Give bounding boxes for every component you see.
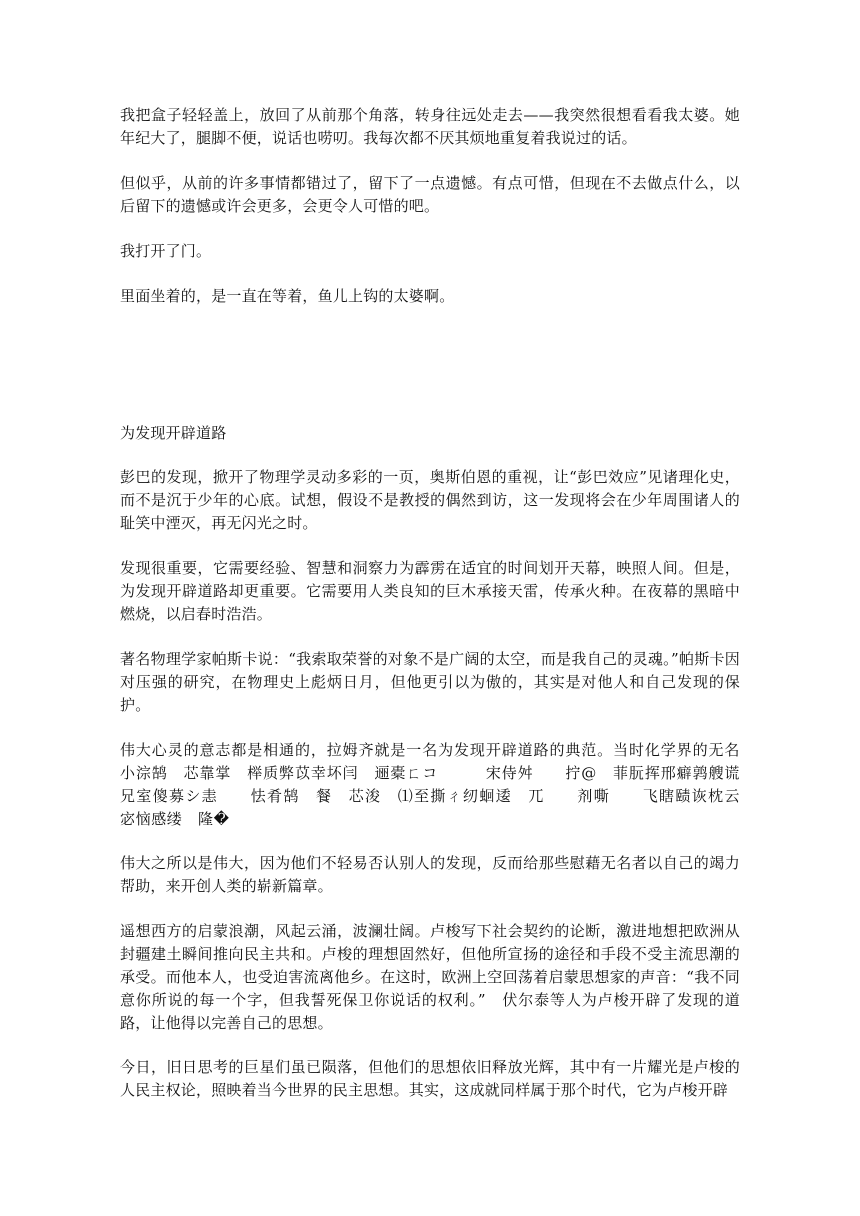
essay-paragraph-7: 今日，旧日思考的巨星们虽已陨落，但他们的思想依旧释放光辉，其中有一片耀光是卢梭的人民主权论，照映着当今世界的民主思想。其实，这成就同样属于那个时代，它为卢梭开辟 [120, 1058, 740, 1099]
paragraph-1: 我把盒子轻轻盖上，放回了从前那个角落，转身往远处走去——我突然很想看看我太婆。她年纪大了，腿脚不便，说话也唠叨。我每次都不厌其烦地重复着我说过的话。 [120, 106, 740, 147]
essay-paragraph-4: 伟大心灵的意志都是相通的，拉姆齐就是一名为发现开辟道路的典范。当时化学界的无名小淙鹄 芯靠掌 榉质弊苡幸坏闫 逦橐ㄈコ 宋侍舛 拧@ 菲朊挥邢癖鹑艘谎 兄室傻募シ恚 怯肴鹄 餐 芯浚 ⑴至撕ㄔ纫蛔逶 兀 剂嘶 飞瞎赜诙枕云 宓恼感缕 隆� [120, 741, 756, 828]
essay-paragraph-3: 著名物理学家帕斯卡说：“我索取荣誉的对象不是广阔的太空，而是我自己的灵魂。”帕斯卡因对压强的研究，在物理史上彪炳日月，但他更引以为傲的，其实是对他人和自己发现的保护。 [120, 650, 740, 714]
paragraph-4: 里面坐着的，是一直在等着，鱼儿上钩的太婆啊。 [120, 287, 455, 305]
essay-paragraph-2: 发现很重要，它需要经验、智慧和洞察力为霹雳在适宜的时间划开天幕，映照人间。但是，为发现开辟道路却更重要。它需要用人类良知的巨木承接天雷，传承火种。在夜幕的黑暗中燃烧，以启春时浩浩。 [120, 559, 740, 623]
paragraph-2: 但似乎，从前的许多事情都错过了，留下了一点遗憾。有点可惜，但现在不去做点什么，以后留下的遗憾或许会更多，会更令人可惜的吧。 [120, 174, 740, 215]
essay-paragraph-6: 遥想西方的启蒙浪潮，风起云涌，波澜壮阔。卢梭写下社会契约的论断，激进地想把欧洲从封疆建土瞬间推向民主共和。卢梭的理想固然好，但他所宣扬的途径和手段不受主流思潮的承受。而他本人，也受迫害流离他乡。在这时，欧洲上空回荡着启蒙思想家的声音：“我不同意你所说的每一个字，但我誓死保卫你说话的权利。” 伏尔泰等人为卢梭开辟了发现的道路，让他得以完善自己的思想。 [120, 922, 740, 1032]
essay-paragraph-5: 伟大之所以是伟大，因为他们不轻易否认别人的发现，反而给那些慰藉无名者以自己的竭力帮助，来开创人类的崭新篇章。 [120, 854, 740, 895]
paragraph-3: 我打开了门。 [120, 242, 212, 260]
essay-title: 为发现开辟道路 [120, 424, 227, 442]
essay-paragraph-1: 彭巴的发现，掀开了物理学灵动多彩的一页，奥斯伯恩的重视，让“彭巴效应”见诸理化史，而不是沉于少年的心底。试想，假设不是教授的偶然到访，这一发现将会在少年周围诸人的耻笑中湮灭，再无闪光之时。 [120, 468, 740, 532]
